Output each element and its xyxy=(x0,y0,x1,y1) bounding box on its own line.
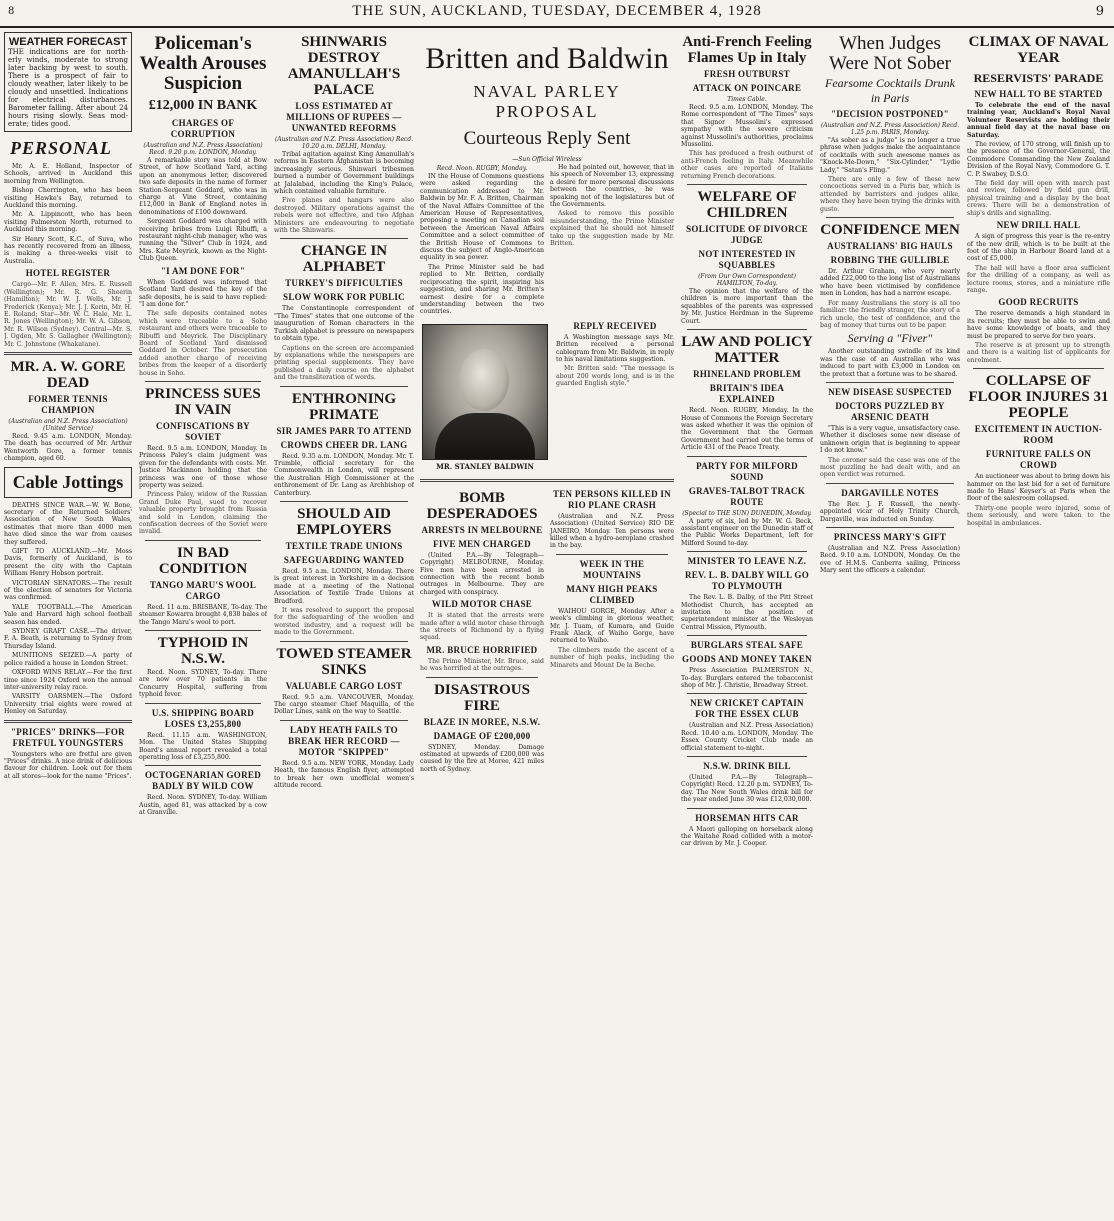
cable-jotting: VICTORIAN SENATORS.—The result of the election of senators for Victoria was confirmed. xyxy=(4,579,132,602)
alphabet-subheading-2: SLOW WORK FOR PUBLIC xyxy=(283,292,405,303)
confidence-subheading-2: ROBBING THE GULLIBLE xyxy=(830,255,950,266)
cricket-text: (Australian and N.Z. Press Association) Recd. 10.40 a.m. LONDON, Monday. The Essex County Cricket Club made an official statement to-night. xyxy=(681,722,813,752)
shinwaris-credit: (Australian and N.Z. Press Association) Recd. 10.20 a.m. DELHI, Monday. xyxy=(274,136,414,150)
primate-subheading-2: CROWDS CHEER DR. LANG xyxy=(280,439,408,450)
anti-french-text: Recd. 9.5 a.m. LONDON, Monday. The Rome correspondent of "The Times" says that Signor Mussolini's expressed sympathy with the severe criticism against Mussolini's authorities, proclaims Mussolini. xyxy=(681,104,813,149)
disease-subheading: DOCTORS PUZZLED BY ARSENIC DEATH xyxy=(835,400,945,422)
baldwin-portrait xyxy=(422,324,548,460)
bomb-headline: BOMB DESPERADOES xyxy=(426,489,538,522)
cricket-headline: NEW CRICKET CAPTAIN FOR THE ESSEX CLUB xyxy=(690,698,804,720)
primate-subheading: SIR JAMES PARR TO ATTEND xyxy=(276,425,412,436)
hotel-register-heading: HOTEL REGISTER xyxy=(25,268,111,279)
britten-baldwin-body xyxy=(420,164,674,318)
policeman-wealth-amount: £12,000 IN BANK xyxy=(148,98,258,113)
good-recruits-text: The reserve demands a high standard in its recruits; they must be able to swim and have some knowledge of boats, and they must be prepared to serve for two years. xyxy=(967,310,1110,340)
weather-forecast-title: WEATHER FORECAST xyxy=(8,36,128,48)
article-filler: It is stated that the arrests were made after a wild motor chase through the streets of Richmond by a flying squad. xyxy=(420,612,544,642)
lady-heath-text: Recd. 9.5 a.m. NEW YORK, Monday. Lady Heath, the famous English flyer, attempted to break her own unofficial women's altitude record. xyxy=(274,759,414,790)
fiver-subheading: Serving a "Fiver" xyxy=(847,331,933,346)
collapse-headline: COLLAPSE OF FLOOR INJURES 31 PEOPLE xyxy=(968,373,1109,422)
cable-jotting: YALE TOOTBALL.—The American Yale and Harvard high school football season has ended. xyxy=(4,603,132,626)
article-filler: The reserve is at present up to strength and there is a waiting list of applicants for enrolment. xyxy=(967,341,1110,364)
employers-headline: SHOULD AID EMPLOYERS xyxy=(296,505,392,538)
naval-year-subheading: RESERVISTS' PARADE xyxy=(973,71,1104,85)
britten-baldwin-credit: —Sun Official Wireless xyxy=(512,156,582,163)
separator xyxy=(426,677,538,678)
article-filler: Princess Paley, widow of the Russian Grand Duke Paul, sued to recover valuable property brought from Russia and sold in London, claiming the confiscation decrees of the Soviet were invalid. xyxy=(139,491,267,536)
law-policy-subheading: RHINELAND PROBLEM xyxy=(693,369,801,380)
fire-subheading: BLAZE IN MOREE, N.S.W. xyxy=(423,716,541,727)
employers-subheading: TEXTILE TRADE UNIONS xyxy=(285,540,403,551)
article-filler: Thirty-one people were injured, some of them seriously, and were taken to the hospital in ambulances. xyxy=(967,504,1110,527)
page-number-left: 8 xyxy=(8,6,15,17)
column-6 xyxy=(820,30,960,1217)
shinwaris-text: Tribal agitation against King Amanullah's reforms in Eastern Afghanistan is becoming increasingly serious. Shinwari tribesmen burned a number of Government buildings at Jalalabad, including the King's Palace, which contained valuable furniture. xyxy=(274,151,414,196)
anti-french-credit: Times Cable. xyxy=(727,96,767,103)
separator xyxy=(145,630,261,631)
princess-sues-headline: PRINCESS SUES IN VAIN xyxy=(145,385,261,418)
horseman-text: A Maori galloping on horseback along the Waitahe Road collided with a motor-car driven by Mr. J. Cooper. xyxy=(681,825,813,848)
personal-item: Mr. A. E. Holland, Inspector of Schools, arrived in Auckland this morning from Wellington. xyxy=(4,163,132,185)
cable-jottings-heading: Cable Jottings xyxy=(4,467,132,498)
weather-forecast-text: THE indications are for north-erly winds, moderate to strong later backing by west to south. There is a prospect of fair to cloudy weather, later likely to be cloudy and unsettled. Indications for electrical disturbances. Barometer falling. After about 24 hours rising slowly. Seas mod-erate; tides good. xyxy=(8,48,128,128)
drill-hall-text: A sign of progress this year is the re-entry of the new drill, which is to be built at the foot of the ship in Harbour Board land at a cost of £5,000. xyxy=(967,233,1110,263)
photo-row xyxy=(420,318,674,475)
welfare-subheading: SOLICITUDE OF DIVORCE JUDGE xyxy=(686,224,808,246)
article-filler: The safe deposits contained notes which were traceable to a Soho restaurant and others were traceable to Ribuffi and Meyrick. The Disciplinary Board of Scotland Yard dismissed Goddard in October. The prosecution added another charge of receiving bribes from the keeper of a disorderly house in Soho. xyxy=(139,310,267,377)
article-filler: It was resolved to support the proposal for the safeguarding of the woollen and worsted industry, and a request will be made to the Government. xyxy=(274,607,414,637)
confidence-text: Dr. Arthur Graham, who very nearly added £22,000 to the long list of Australians who have been victimised by confidence men in London, has had a narrow escape. xyxy=(820,268,960,298)
mountains-headline: WEEK IN THE MOUNTAINS xyxy=(579,558,645,580)
separator xyxy=(145,703,261,704)
drill-hall-subheading: NEW DRILL HALL xyxy=(996,220,1081,231)
princess-mary-headline: PRINCESS MARY'S GIFT xyxy=(833,532,947,542)
tango-maru-headline: IN BAD CONDITION xyxy=(158,544,248,577)
princess-mary-text: (Australian and N.Z. Press Association) Recd. 9.10 a.m. LONDON, Monday. On the eve of H.M.S. Canberra sailing, Princess Mary sent the officers a calendar. xyxy=(820,545,960,575)
bomb-text: (United P.A.—By Telegraph—Copyright) MELBOURNE, Monday. Five men have been arrested in connection with the recent bomb outrages in Melbourne. They are charged with conspiracy. xyxy=(420,551,544,596)
cable-jotting: DEATHS SINCE WAR.—W. W. Bone, secretary of the Returned Soldiers' Association of New South Wales, estimates that more than 4000 men have died since the war from causes they suffered. xyxy=(4,501,132,546)
judges-credit: (Australian and N.Z. Press Association) Recd. 1.25 p.m. PARIS, Monday. xyxy=(820,122,960,136)
fire-subheading-2: DAMAGE OF £200,000 xyxy=(433,730,531,741)
cable-jotting: VARSITY OARSMEN.—The Oxford University trial eights were rowed at Henley on Saturday. xyxy=(4,693,132,716)
column-7 xyxy=(967,30,1110,1217)
policeman-wealth-text: When Goddard was informed that Scotland Yard desired the key of the safe deposits, he is said to have replied: "I am done for." xyxy=(139,278,267,308)
burglars-text: Press Association PALMERSTON N., To-day. Burglars entered the tobacconist shop of Mr. J. Christie, Broadway Street. xyxy=(681,667,813,689)
milford-credit: (Special to THE SUN) DUNEDIN, Monday. xyxy=(682,509,812,517)
britten-baldwin-text: The Prime Minister said he had replied to Mr. Britten, cordially reciprocating the spirit, inspiring his suggestion, and sharing Mr. Britten's earnest desire for a complete understanding between the two countries. xyxy=(420,263,544,316)
octogenarian-headline: OCTOGENARIAN GORED BADLY BY WILD COW xyxy=(145,770,261,792)
separator xyxy=(826,527,954,528)
dargaville-text: The Rev. J. F. Russell, the newly-appointed vicar of Holy Trinity Church, Dargaville, was inducted on Sunday. xyxy=(820,500,960,523)
minister-headline: MINISTER TO LEAVE N.Z. xyxy=(687,556,807,567)
confidence-subheading: AUSTRALIANS' BIG HAULS xyxy=(827,241,953,252)
shinwaris-headline: SHINWARIS DESTROY AMANULLAH'S PALACE xyxy=(287,34,401,98)
separator xyxy=(280,720,408,721)
article-filler: There are only a few of these new concoctions served in a Paris bar, which is attended by barristers and judges alike, where they have been trying the drinks with gusto. xyxy=(820,176,960,213)
article-filler: The climbers made the ascent of a number of high peaks, including the Minarets and Mount De la Beche. xyxy=(550,646,674,669)
alphabet-text: The Constantinople correspondent of "The Times" states that one outcome of the inauguration of Roman characters in the Turkish alphabet is pressure on newspapers to obtain type. xyxy=(274,305,414,343)
steamer-headline: TOWED STEAMER SINKS xyxy=(276,645,412,678)
naval-year-text: The review, of 170 strong, will finish up to the presence of the Governor-General, the Commodore Commanding the New Zealand Division of the Royal Navy, Commodore G. T. C. P. Swabey, D.S.O. xyxy=(967,141,1110,178)
column-2 xyxy=(139,30,267,1217)
milford-text: A party of six, led by Mr. W. G. Beck, assistant engineer on the Dunedin staff of the Public Works Department, left for Milford Sound to-day. xyxy=(681,517,813,547)
separator xyxy=(687,184,807,185)
britten-baldwin-text: He had pointed out, however, that in his speech of November 13, expressing a desire for more personal discussions between the countries, he was speaking not of the legislatures but of the Governments. xyxy=(550,164,674,209)
naval-parley-subheading: NAVAL PARLEY PROPOSAL xyxy=(473,82,621,121)
column-5 xyxy=(681,30,813,1217)
welfare-credit: (From Our Own Correspondent) HAMILTON, To-day. xyxy=(698,273,796,288)
separator xyxy=(556,554,668,555)
tango-maru-subheading: TANGO MARU'S WOOL CARGO xyxy=(149,579,257,601)
article-filler: For many Australians the story is all too familiar: the friendly stranger, the story of a rich uncle, the test of confidence, and the bag of money that turns out to be paper. xyxy=(820,299,960,329)
minister-subheading: REV. L. B. DALBY WILL GO TO PLYMOUTH xyxy=(684,570,810,592)
anti-french-subheading: FRESH OUTBURST xyxy=(704,69,790,79)
bomb-subheading: ARRESTS IN MELBOURNE xyxy=(421,524,543,535)
separator xyxy=(280,501,408,502)
bruce-horrified-subheading: MR. BRUCE HORRIFIED xyxy=(426,644,538,655)
separator xyxy=(420,479,674,482)
prices-drinks-heading: "PRICES" DRINKS—FOR FRETFUL YOUNGSTERS xyxy=(11,726,125,748)
judges-subheading: Fearsome Cocktails Drunk in Paris xyxy=(825,76,955,105)
collapse-subheading: EXCITEMENT IN AUCTION-ROOM xyxy=(974,424,1103,446)
cable-jotting: OXFORD WINS RELAY.—For the first time since 1924 Oxford won the annual inter-university relay race. xyxy=(4,669,132,691)
fiver-text: Another outstanding swindle of its kind was the case of an Australian who was induced to part with £3,000 in London on the pretext that a fortune was to be shared. xyxy=(820,348,960,378)
plane-crash-headline: TEN PERSONS KILLED IN RIO PLANE CRASH xyxy=(552,488,672,510)
policeman-wealth-subheading: CHARGES OF CORRUPTION xyxy=(170,118,236,139)
cable-jotting: GIFT TO AUCKLAND.—Mr. Moss Davis, formerly of Auckland, is to present the city with the Captain William Henry Hobson portrait. xyxy=(4,548,132,578)
law-policy-subheading-2: BRITAIN'S IDEA EXPLAINED xyxy=(709,383,785,405)
cable-jotting: MUNITIONS SEIZED.—A party of police raided a house in London Street. xyxy=(4,652,132,667)
personal-item: Mr. A. Lippincott, who has been visiting Palmerston North, returned to Auckland this morning. xyxy=(4,211,132,234)
disease-headline: NEW DISEASE SUSPECTED xyxy=(828,386,952,397)
collapse-text: An auctioneer was about to bring down his hammer on the last bid for a set of furniture made to Hans' Keyser's at Paris when the floor of the salesroom collapsed. xyxy=(967,473,1110,503)
separator xyxy=(687,756,807,757)
tango-maru-text: Recd. 11 a.m. BRISBANE, To-day. The steamer Kowarra brought 4,838 bales of the Tango Maru's wool to port. xyxy=(139,603,267,626)
minister-text: The Rev. L. B. Dalby, of the Pitt Street Methodist Church, has accepted an invitation to the position of superintendent minister at the Wesleyan Central Mission, Plymouth. xyxy=(681,594,813,631)
separator xyxy=(280,238,408,239)
naval-year-intro: To celebrate the end of the naval training year, Auckland's Royal Naval Volunteer Reservists are holding their annual field day at the naval base on Saturday. xyxy=(967,102,1110,139)
britten-baldwin-text: IN the House of Commons questions were asked regarding the communication addressed to Mr. Baldwin by Mr. F. A. Britten, Chairman of the Naval Affairs Committee of the American House of Representatives, proposing a meeting on Canadian soil between the American Naval Affairs Committee and a select committee of the British House of Commons to discuss the subject of Anglo-American equality in sea power. xyxy=(420,173,544,262)
anti-french-subheading-2: ATTACK ON POINCARE xyxy=(692,83,802,93)
separator xyxy=(973,368,1104,369)
baldwin-caption: MR. STANLEY BALDWIN xyxy=(436,461,534,471)
welfare-text: The opinion that the welfare of the children is more important than the squabbles of the parents was expressed by Mr. Justice Herdman in the Supreme Court. xyxy=(681,288,813,325)
employers-subheading-2: SAFEGUARDING WANTED xyxy=(283,554,405,565)
steamer-subheading: VALUABLE CARGO LOST xyxy=(285,680,403,691)
separator xyxy=(687,693,807,694)
article-filler: The coroner said the case was one of the most puzzling he had dealt with, and an open verdict was returned. xyxy=(820,456,960,479)
plane-crash-text: (Australian and N.Z. Press Association) (United Service) RIO DE JANEIRO, Monday. Ten persons were killed when a hydro-aeroplane crashed in the bay. xyxy=(550,512,674,550)
typhoid-text: Recd. Noon. SYDNEY, To-day. There are now over 70 patients in the Concurry Hospital, suffering from typhoid fever. xyxy=(139,669,267,699)
reply-text: A Washington message says Mr. Britten received a personal cablegram from Mr. Baldwin, in reply to his naval limitations suggestion. xyxy=(556,333,674,363)
good-recruits-subheading: GOOD RECRUITS xyxy=(998,297,1079,308)
article-filler: The Prime Minister, Mr. Bruce, said he was horrified at the outrages. xyxy=(420,657,544,673)
personal-item: Bishop Cherrington, who has been visiting Hawke's Bay, returned to Auckland this morning. xyxy=(4,187,132,210)
separator xyxy=(145,381,261,382)
separator xyxy=(826,483,954,484)
policeman-wealth-text: Sergeant Goddard was charged with receiving bribes from Luigi Ribuffi, a restaurant night-club manager, who was running the "Silver" Club in 1924, and Mrs. Kate Meyrick, known as the Night-Club Queen. xyxy=(139,218,267,263)
milford-headline: PARTY FOR MILFORD SOUND xyxy=(696,460,798,482)
britten-baldwin-dateline: Recd. Noon. RUGBY, Monday. xyxy=(436,165,528,172)
separator xyxy=(145,540,261,541)
welfare-subheading-2: NOT INTERESTED IN SQUABBLES xyxy=(698,249,796,271)
separator xyxy=(280,641,408,642)
separator xyxy=(280,386,408,387)
shipping-board-text: Recd. 11.15 a.m. WASHINGTON, Mon. The United States Shipping Board's annual report revealed a total operating loss of £3,255,800. xyxy=(139,731,267,761)
article-filler: Captions on the screen are accompanied by explanations while the newspapers are printing special supplements. They have published a daily course on the alphabet and the transliteration of words. xyxy=(274,344,414,382)
princess-sues-text: Recd. 9.5 a.m. LONDON, Monday. In Princess Paley's claim judgment was given for the defendants with costs. Mr. Justice Mackinnon holding that the princess was one of those whose property was seized. xyxy=(139,444,267,489)
separator xyxy=(687,456,807,457)
alphabet-subheading: TURKEY'S DIFFICULTIES xyxy=(285,278,403,289)
lady-heath-headline: LADY HEATH FAILS TO BREAK HER RECORD —MOTOR "SKIPPED" xyxy=(288,724,400,757)
mountains-subheading: MANY HIGH PEAKS CLIMBED xyxy=(566,583,658,605)
mountains-text: WAIHOU GORGE, Monday. After a week's climbing in glorious weather, Mr. J. Tuam, of Kumara, and Guide Frank Alack, of Waiho Gorge, have returned to Waiho. xyxy=(550,607,674,645)
naval-year-headline: CLIMAX OF NAVAL YEAR xyxy=(968,34,1109,66)
judges-headline: When Judges Were Not Sober xyxy=(829,33,951,74)
masthead xyxy=(0,0,1114,28)
dargaville-headline: DARGAVILLE NOTES xyxy=(841,487,939,498)
britten-baldwin-headline: Britten and Baldwin xyxy=(425,42,669,75)
bomb-subheading-2: FIVE MEN CHARGED xyxy=(433,538,531,549)
separator xyxy=(687,635,807,636)
policeman-wealth-text: A remarkable story was told at Bow Street, of how Scotland Yard, acting upon an anonymous letter, discovered two safe deposits in the name of former Station-Sergeant Goddard, who was in charge at Vine Street, containing £12,000 in Bank of England notes in denominations of £100 downward. xyxy=(139,157,267,216)
article-filler: The field day will open with march past and review, followed by field gun drill, physical training and a display by the boat crews. There will be a demonstration of ship's drills and signalling. xyxy=(967,180,1110,217)
separator xyxy=(145,765,261,766)
steamer-text: Recd. 9.5 a.m. VANCOUVER, Monday. The cargo steamer Chief Maquilla, of the Dollar Lines, sank on the way to Seattle. xyxy=(274,693,414,716)
separator xyxy=(687,551,807,552)
shinwaris-subheading: LOSS ESTIMATED AT MILLIONS OF RUPEES —UNWANTED REFORMS xyxy=(286,101,402,133)
article-filler: Asked to remove this possible misunderstanding, the Prime Minister explained that he should not himself take up the suggestion made by Mr. Britten. xyxy=(550,210,674,248)
disease-text: "This is a very vague, unsatisfactory case. Whether it discloses some new disease of unknown origin that is beginning to appear I do not know." xyxy=(820,424,960,455)
newspaper-title: THE SUN, AUCKLAND, TUESDAY, DECEMBER 4, 1928 xyxy=(352,3,762,19)
drink-bill-headline: N.S.W. DRINK BILL xyxy=(703,761,791,772)
prices-drinks-text: Youngsters who are fretful are given "Prices" drinks. A nice drink of delicious flavour for children. Look out for them at all stores—look for the name "Prices". xyxy=(4,750,132,780)
typhoid-headline: TYPHOID IN N.S.W. xyxy=(157,635,249,668)
naval-year-subheading-2: NEW HALL TO BE STARTED xyxy=(974,89,1103,99)
burglars-headline: BURGLARS STEAL SAFE xyxy=(690,640,804,651)
princess-sues-subheading: CONFISCATIONS BY SOVIET xyxy=(156,420,250,442)
alphabet-headline: CHANGE IN ALPHABET xyxy=(300,243,388,276)
article-filler: Mr. Britten said: "The message is about 200 words long, and is in the guarded English style." xyxy=(556,365,674,388)
fire-headline: DISASTROUS FIRE xyxy=(434,681,530,714)
fire-text: SYDNEY, Monday. Damage estimated at upwards of £200,000 was caused by the fire at Moree, 421 miles north of Sydney. xyxy=(420,743,544,773)
article-filler: This has produced a fresh outburst of anti-French feeling in Italy. Meanwhile other cases are reported of Italians returning French decorations. xyxy=(681,150,813,180)
separator xyxy=(687,808,807,809)
policeman-wealth-credit: (Australian and N.Z. Press Association) Recd. 9.20 p.m. LONDON, Monday. xyxy=(143,142,263,156)
anti-french-headline: Anti-French Feeling Flames Up in Italy xyxy=(682,34,812,66)
employers-text: Recd. 9.5 a.m. LONDON, Monday. There is great interest in Yorkshire in a decision made at a meeting of the National Association of Textile Trade Unions at Bradford. xyxy=(274,567,414,605)
separator xyxy=(687,329,807,330)
done-for-subheading: "I AM DONE FOR" xyxy=(160,265,246,276)
law-policy-text: Recd. Noon. RUGBY, Monday. In the House of Commons the Foreign Secretary was asked whether it was the opinion of the Government that the German Government had carried out the terms of Article 431 of the Peace Treaty. xyxy=(681,407,813,452)
primate-headline: ENTHRONING PRIMATE xyxy=(291,390,397,423)
reply-subheading: REPLY RECEIVED xyxy=(573,320,657,331)
gore-dead-subheading: FORMER TENNIS CHAMPION xyxy=(28,393,108,415)
separator xyxy=(826,382,954,383)
separator xyxy=(4,352,132,355)
separator xyxy=(826,217,954,218)
separator xyxy=(4,720,132,723)
column-4 xyxy=(420,30,674,1217)
personal-heading: PERSONAL xyxy=(10,138,113,158)
personal-item: Sir Henry Scott, K.C., of Suva, who has recently recovered from an illness, is making a three-weeks visit to Australia. xyxy=(4,235,132,265)
weather-forecast-box xyxy=(4,32,132,132)
column-1 xyxy=(4,30,132,1217)
cable-jotting: SYDNEY GRAFT CASE.—The driver, F. A. Beath, is returning to Sydney from Thursday Island. xyxy=(4,628,132,650)
column-3 xyxy=(274,30,414,1217)
burglars-subheading: GOODS AND MONEY TAKEN xyxy=(682,654,812,665)
primate-text: Recd. 9.35 a.m. LONDON, Monday. Mr. T. Trumble, official secretary for the Commonwealth in London, will represent the Australian High Commissioner at the enthronement of Dr. Lang as Archbishop of Canterbury. xyxy=(274,452,414,497)
motor-chase-subheading: WILD MOTOR CHASE xyxy=(431,599,533,610)
confidence-headline: CONFIDENCE MEN xyxy=(820,222,960,239)
gore-dead-text: Recd. 9.45 a.m. LONDON, Monday. The death has occurred of Mr. Arthur Wentworth Gore, a former tennis champion, aged 60. xyxy=(4,432,132,463)
gore-dead-headline: MR. A. W. GORE DEAD xyxy=(10,358,126,391)
milford-subheading: GRAVES-TALBOT TRACK ROUTE xyxy=(688,485,806,507)
law-policy-headline: LAW AND POLICY MATTER xyxy=(681,334,813,367)
collapse-subheading-2: FURNITURE FALLS ON CROWD xyxy=(985,449,1092,471)
page-number-right: 9 xyxy=(1095,4,1104,19)
drink-bill-text: (United P.A.—By Telegraph—Copyright) Recd. 12.20 p.m. SYDNEY, To-day. The New South Wales drink bill for the year ended June 30 was £12,030,000. xyxy=(681,774,813,804)
judges-text: "As sober as a judge" is no longer a true phrase when judges make the acquaintance of cocktails with such awesome names as "Knock-Me-Down," "Six-Cylinder," "Lydie Lady," "Satan's Fling." xyxy=(820,137,960,174)
courteous-reply-subheading: Courteous Reply Sent xyxy=(463,128,631,149)
octogenarian-text: Recd. Noon. SYDNEY, To-day. William Austin, aged 81, was attacked by a cow at Granville. xyxy=(139,794,267,817)
judges-subheading-2: "DECISION POSTPONED" xyxy=(831,109,949,119)
horseman-headline: HORSEMAN HITS CAR xyxy=(695,812,799,823)
gore-dead-credit: (Australian and N.Z. Press Association) (United Service) xyxy=(8,417,128,432)
hotel-register-filler: Cargo—Mr. F. Allen, Mrs. E. Russell (Wellington); Mr. R. G. Sheerin (Hamilton); Mr. W. J. Wells, Mr. J. Frederick (Kenya); Mr. J. J. Kerin, Mr. H. E. Roland; Star—Mr. W. C. Hale, Mr. L. R. Jones (Wellington); Mr. W. A. Gibson, Mr. R. Wilson (Sydney). Central—Mr. S. J. Ogden, Mr. S. Gallagher (Wellington); Mr. C. Johnstone (Whakatane). xyxy=(4,281,132,348)
article-filler: The hall will have a floor area sufficient for the drilling of a company, as well as lecture rooms, stores, and a miniature rifle range. xyxy=(967,264,1110,294)
welfare-headline: WELFARE OF CHILDREN xyxy=(697,189,797,222)
article-filler: Five planes and hangars were also destroyed. Military operations against the rebels were not effective, and two Afghan Ministers are endeavouring to negotiate with the Shinwaris. xyxy=(274,197,414,235)
shipping-board-headline: U.S. SHIPPING BOARD LOSES £3,255,800 xyxy=(151,707,255,729)
policeman-wealth-headline: Policeman's Wealth Arouses Suspicion xyxy=(139,33,267,94)
lower-row xyxy=(420,486,674,776)
